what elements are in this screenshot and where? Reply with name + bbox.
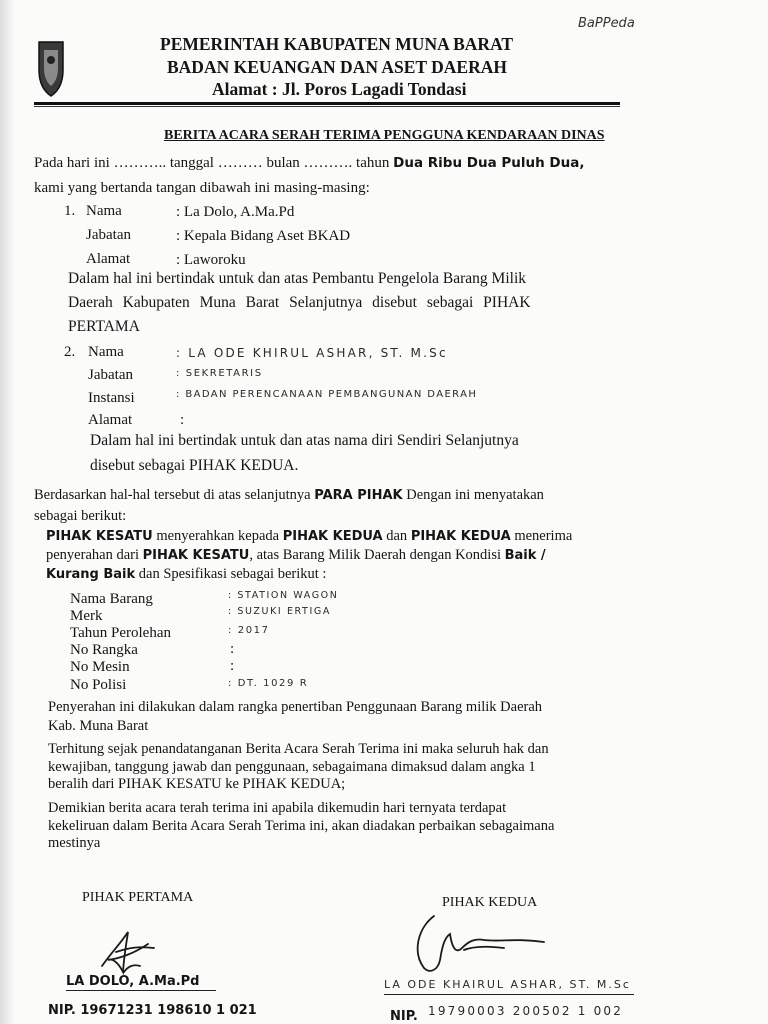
- spec-label-no-mesin: No Mesin: [70, 659, 130, 675]
- party1-value-nama: : La Dolo, A.Ma.Pd: [176, 204, 295, 220]
- handover-text-2a: penyerahan dari: [46, 547, 139, 563]
- spec-value-no-polisi: : DT. 1029 R: [228, 678, 309, 689]
- closing-p2-line-3: beralih dari PIHAK KESATU ke PIHAK KEDUA;: [48, 776, 346, 792]
- basis-text-a: Berdasarkan hal-hal tersebut di atas selanjutnya: [34, 487, 311, 503]
- closing-p3-line-1: Demikian berita acara terah terima ini apabila dikemudin hari ternyata terdapat: [48, 800, 507, 816]
- party1-statement-3: PERTAMA: [68, 318, 140, 335]
- spec-value-no-rangka: :: [230, 641, 235, 657]
- party1-label-jabatan: Jabatan: [86, 227, 131, 243]
- signature-right-scribble: [404, 908, 554, 980]
- party1-number: 1.: [64, 203, 76, 219]
- handover-text-1b: menyerahkan kepada: [156, 528, 280, 544]
- party1-statement-1: Dalam hal ini bertindak untuk dan atas Pembantu Pengelola Barang Milik: [68, 270, 527, 287]
- signature-left-nip: NIP. 19671231 198610 1 021: [48, 1003, 257, 1018]
- party1-value-jabatan: : Kepala Bidang Aset BKAD: [176, 228, 351, 244]
- party2-label-nama: Nama: [88, 344, 124, 360]
- coat-of-arms-logo: [36, 40, 66, 98]
- handover-text-3b: dan Spesifikasi sebagai berikut :: [138, 566, 327, 582]
- signature-right-underline: [384, 994, 634, 995]
- closing-p2-line-2: kewajiban, tanggung jawab dan penggunaan, sebagaimana dimaksud dalam angka 1: [48, 759, 536, 775]
- basis-para-pihak: PARA PIHAK: [314, 488, 403, 503]
- spec-label-nama-barang: Nama Barang: [70, 591, 153, 607]
- party2-value-jabatan: : SEKRETARIS: [176, 368, 263, 379]
- spec-value-no-mesin: :: [230, 658, 235, 674]
- party2-label-jabatan: Jabatan: [88, 367, 133, 383]
- signature-right-nip-value: 19790003 200502 1 002: [428, 1004, 624, 1018]
- header-line-1: PEMERINTAH KABUPATEN MUNA BARAT: [160, 34, 514, 54]
- closing-p3-line-3: mestinya: [48, 835, 101, 851]
- party2-value-alamat: :: [180, 412, 185, 428]
- document-title: BERITA ACARA SERAH TERIMA PENGGUNA KENDARAAN DINAS: [164, 128, 605, 143]
- signature-right-name: LA ODE KHAIRUL ASHAR, ST. M.Sc: [384, 978, 631, 991]
- party1-label-alamat: Alamat: [86, 251, 131, 267]
- spec-value-merk: : SUZUKI ERTIGA: [228, 606, 331, 617]
- party2-number: 2.: [64, 344, 76, 360]
- handover-text-2c: , atas Barang Milik Daerah dengan Kondisi: [249, 547, 501, 563]
- party1-value-alamat: : Laworoku: [176, 252, 246, 268]
- handover-pihak-kesatu: PIHAK KESATU: [46, 529, 153, 544]
- handover-text-1d: dan: [386, 528, 408, 544]
- handover-kondisi-baik: Baik /: [504, 548, 546, 563]
- handover-kurang-baik: Kurang Baik: [46, 567, 136, 582]
- header-divider-thin: [34, 106, 620, 107]
- party2-label-alamat: Alamat: [88, 412, 133, 428]
- handover-text-1f: menerima: [514, 528, 573, 544]
- intro-line-1: [34, 155, 585, 172]
- signature-right-nip-label: NIP.: [390, 1009, 418, 1024]
- signature-left-scribble: [88, 922, 168, 980]
- handover-line-1: [46, 528, 572, 545]
- spec-value-nama-barang: : STATION WAGON: [228, 590, 339, 601]
- spec-label-tahun-perolehan: Tahun Perolehan: [70, 625, 172, 641]
- handover-line-2: [46, 547, 546, 564]
- spec-label-no-rangka: No Rangka: [70, 642, 138, 658]
- basis-text-c: Dengan ini menyatakan: [406, 487, 544, 503]
- closing-p1-line-2: Kab. Muna Barat: [48, 718, 149, 734]
- party1-label-nama: Nama: [86, 203, 122, 219]
- intro-line-2: kami yang bertanda tangan dibawah ini masing-masing:: [34, 180, 370, 196]
- closing-p3-line-2: kekeliruan dalam Berita Acara Serah Terima ini, akan diadakan perbaikan sebagaimana: [48, 818, 555, 834]
- spec-label-merk: Merk: [70, 608, 103, 624]
- party2-value-nama: : LA ODE KHIRUL ASHAR, ST. M.Sc: [176, 346, 448, 360]
- party2-value-instansi: : BADAN PERENCANAAN PEMBANGUNAN DAERAH: [176, 389, 478, 400]
- handover-pihak-kedua-1: PIHAK KEDUA: [282, 529, 383, 544]
- header-divider: [34, 102, 620, 105]
- intro-year-text: Dua Ribu Dua Puluh Dua,: [393, 155, 585, 171]
- closing-p1-line-1: Penyerahan ini dilakukan dalam rangka penertiban Penggunaan Barang milik Daerah: [48, 699, 543, 715]
- handover-pihak-kesatu-2: PIHAK KESATU: [142, 548, 250, 563]
- header-address: Alamat : Jl. Poros Lagadi Tondasi: [212, 79, 467, 99]
- basis-line-1: [34, 487, 544, 504]
- party1-statement-2: Daerah Kabupaten Muna Barat Selanjutnya disebut sebagai PIHAK: [68, 294, 531, 311]
- signature-left-name: LA DOLO, A.Ma.Pd: [66, 974, 200, 989]
- spec-label-no-polisi: No Polisi: [70, 677, 127, 693]
- signature-right-title: PIHAK KEDUA: [442, 895, 538, 910]
- handover-pihak-kedua-2: PIHAK KEDUA: [410, 529, 511, 544]
- party2-statement-2: disebut sebagai PIHAK KEDUA.: [90, 457, 299, 474]
- intro-date-text: Pada hari ini ……….. tanggal ……… bulan ………. tahun: [34, 155, 390, 171]
- bappeda-note: BaPPeda: [578, 16, 635, 31]
- closing-p2-line-1: Terhitung sejak penandatanganan Berita Acara Serah Terima ini maka seluruh hak dan: [48, 741, 549, 757]
- signature-left-title: PIHAK PERTAMA: [82, 890, 194, 905]
- party2-statement-1: Dalam hal ini bertindak untuk dan atas nama diri Sendiri Selanjutnya: [90, 432, 519, 449]
- basis-line-2: sebagai berikut:: [34, 508, 127, 524]
- header-line-2: BADAN KEUANGAN DAN ASET DAERAH: [167, 57, 507, 77]
- signature-left-underline: [66, 990, 216, 991]
- handover-line-3: [46, 566, 326, 583]
- spec-value-tahun-perolehan: : 2017: [228, 625, 270, 636]
- party2-label-instansi: Instansi: [88, 390, 135, 406]
